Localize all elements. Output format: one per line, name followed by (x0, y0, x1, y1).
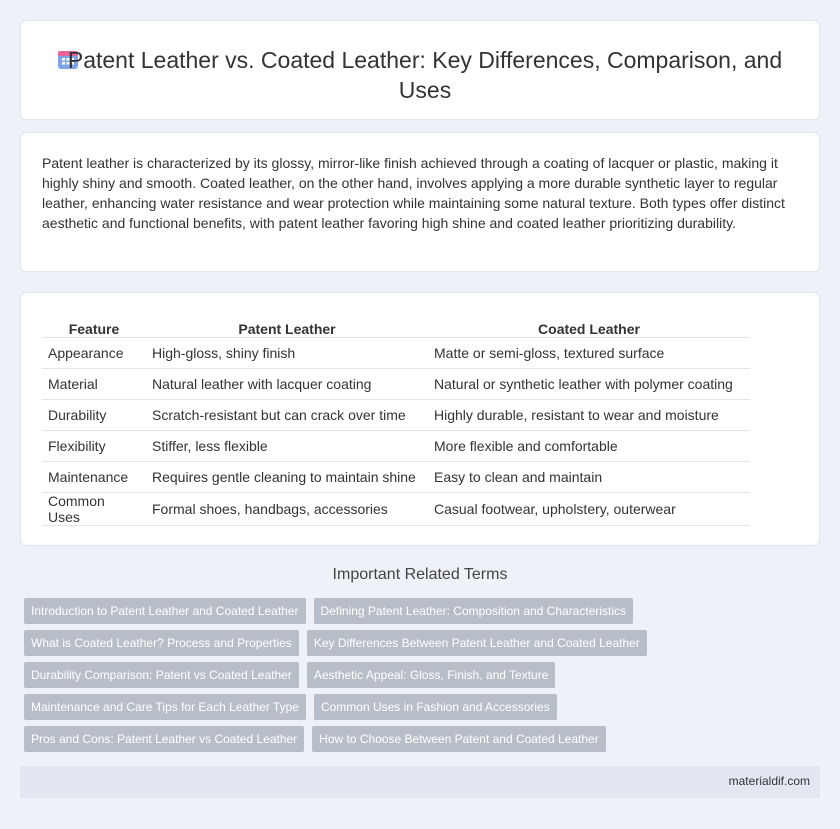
coated-cell: Highly durable, resistant to wear and moisture (428, 399, 750, 430)
related-term-link[interactable]: Introduction to Patent Leather and Coated Leather (24, 598, 306, 624)
related-term-link[interactable]: Key Differences Between Patent Leather and Coated Leather (307, 630, 647, 656)
patent-cell: Scratch-resistant but can crack over time (146, 399, 428, 430)
feature-cell: Common Uses (42, 492, 146, 526)
coated-cell: Natural or synthetic leather with polymer coating (428, 368, 750, 399)
comparison-card (20, 292, 820, 546)
table-row (42, 337, 750, 368)
related-term-link[interactable]: Pros and Cons: Patent Leather vs Coated Leather (24, 726, 304, 752)
patent-cell: Formal shoes, handbags, accessories (146, 492, 428, 526)
coated-cell: Easy to clean and maintain (428, 461, 750, 492)
related-term-link[interactable]: What is Coated Leather? Process and Properties (24, 630, 299, 656)
header-feature: Feature (68, 321, 120, 337)
related-term-link[interactable]: How to Choose Between Patent and Coated Leather (312, 726, 606, 752)
footer-site-link[interactable]: materialdif.com (728, 774, 810, 788)
feature-cell: Flexibility (42, 430, 146, 461)
intro-card (20, 132, 820, 272)
header-patent-leather: Patent Leather (238, 321, 336, 337)
related-term-link[interactable]: Maintenance and Care Tips for Each Leather Type (24, 694, 306, 720)
intro-paragraph: Patent leather is characterized by its glossy, mirror-like finish achieved through a coating of lacquer or plastic, making it highly shiny and smooth. Coated leather, on the other hand, involves applying a more durable synthetic layer to regular leather, enhancing water resistance and wear protection while maintaining some natural texture. Both types offer distinct aesthetic and functional benefits, with patent leather favoring high shine and coated leather prioritizing durability. (42, 155, 785, 231)
table-row (42, 492, 750, 526)
related-term-link[interactable]: Defining Patent Leather: Composition and Characteristics (314, 598, 634, 624)
related-terms-title: Important Related Terms (332, 566, 508, 583)
comparison-table (42, 315, 750, 526)
footer (20, 766, 820, 798)
table-row (42, 461, 750, 492)
feature-cell: Durability (42, 399, 146, 430)
related-term-link[interactable]: Durability Comparison: Patent vs Coated Leather (24, 662, 299, 688)
feature-cell: Material (42, 368, 146, 399)
table-row (42, 430, 750, 461)
table-header-row (42, 315, 750, 337)
page-title: Patent Leather vs. Coated Leather: Key Differences, Comparison, and Uses (67, 47, 783, 103)
related-term-link[interactable]: Aesthetic Appeal: Gloss, Finish, and Texture (307, 662, 556, 688)
patent-cell: Stiffer, less flexible (146, 430, 428, 461)
title-card (20, 20, 820, 120)
patent-cell: High-gloss, shiny finish (146, 337, 428, 368)
table-row (42, 399, 750, 430)
feature-cell: Appearance (42, 337, 146, 368)
feature-cell: Maintenance (42, 461, 146, 492)
coated-cell: Matte or semi-gloss, textured surface (428, 337, 750, 368)
coated-cell: Casual footwear, upholstery, outerwear (428, 492, 750, 526)
related-terms-list (24, 598, 664, 758)
table-row (42, 368, 750, 399)
coated-cell: More flexible and comfortable (428, 430, 750, 461)
related-term-link[interactable]: Common Uses in Fashion and Accessories (314, 694, 557, 720)
patent-cell: Requires gentle cleaning to maintain shine (146, 461, 428, 492)
patent-cell: Natural leather with lacquer coating (146, 368, 428, 399)
header-coated-leather: Coated Leather (538, 321, 640, 337)
